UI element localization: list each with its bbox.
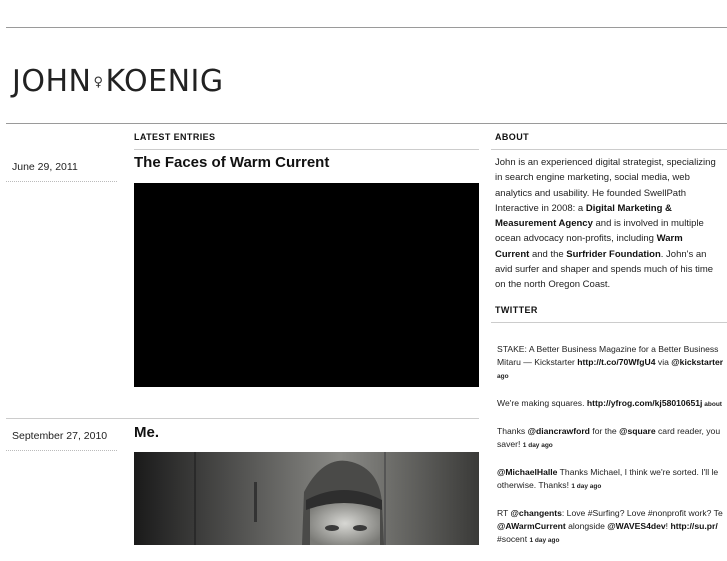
about-heading: ABOUT — [495, 132, 529, 142]
twitter-feed — [497, 343, 727, 561]
surfrider-highlight: Surfrider Foundation — [566, 248, 661, 260]
about-text: John is an experienced digital strategist, specializing in search engine marketing, social media, web analytics and usability. He founded SwellPath Interactive in 2008: a Digital Marketing & Measurement Agency and is involved in multiple ocean advocacy non-profits, including Warm Current and the Surfrider Foundation. John's an avid surfer and shaper and spends much of his time on the north Oregon Coast. — [495, 157, 716, 291]
logo-first-name: JOHN — [12, 64, 92, 99]
about-rule — [491, 149, 727, 150]
tweet-link[interactable]: http://t.co/70WfgU4 — [577, 357, 656, 367]
agency-highlight: Digital Marketing & Measurement Agency — [495, 202, 672, 230]
date-divider — [6, 181, 117, 182]
tweet-mention[interactable]: @diancrawford — [527, 426, 590, 436]
latest-entries-heading: LATEST ENTRIES — [134, 132, 216, 142]
logo-last-name: KOENIG — [105, 64, 224, 99]
warm-current-highlight: Warm Current — [495, 233, 683, 260]
tweet-mention[interactable]: @AWarmCurrent — [497, 521, 566, 531]
portrait-image — [134, 452, 479, 545]
tweet-time[interactable]: 1 day ago — [571, 483, 602, 490]
tweet-time[interactable]: 1 day ago — [529, 537, 560, 544]
tweet-mention[interactable]: @WAVES4dev — [607, 521, 666, 531]
twitter-rule — [491, 322, 727, 323]
tweet-time[interactable]: about — [702, 401, 722, 408]
tweet-link[interactable]: http://yfrog.com/kj58010651j — [586, 398, 703, 408]
post-separator — [6, 418, 479, 419]
tweet: Thanks @diancrawford for the @square card reader, you saver! 1 day ago — [497, 426, 721, 449]
date-divider — [6, 450, 117, 451]
post-title-link[interactable]: Me. — [134, 424, 160, 441]
video-player[interactable] — [134, 183, 479, 387]
logo-separator-icon: ♀ — [93, 74, 104, 90]
tweet-time[interactable]: ago — [497, 373, 509, 380]
post-title-link[interactable]: The Faces of Warm Current — [134, 154, 330, 171]
post-date: June 29, 2011 — [12, 161, 78, 173]
post-photo[interactable] — [134, 452, 479, 545]
tweet: RT @changents: Love #Surfing? Love #nonprofit work? Te @AWarmCurrent alongside @WAVES4dev! http://su.pr/ #socent 1 day ago — [497, 508, 723, 544]
twitter-heading: TWITTER — [495, 305, 538, 315]
site-logo[interactable] — [12, 64, 224, 101]
header-bottom-rule — [6, 123, 727, 124]
tweet: STAKE: A Better Business Magazine for a Better Business Mitaru — Kickstarter http://t.co/70WfgU4 via @kickstarter ago — [497, 344, 724, 380]
tweet: @MichaelHalle Thanks Michael, I think we're sorted. I'll le otherwise. Thanks! 1 day ago — [497, 467, 719, 490]
tweet-link[interactable]: http://su.pr/ — [670, 521, 718, 531]
latest-entries-rule — [134, 149, 479, 150]
tweet-time[interactable]: 1 day ago — [522, 442, 553, 449]
tweet-mention[interactable]: @MichaelHalle — [497, 467, 558, 477]
post-date: September 27, 2010 — [12, 430, 108, 442]
tweet-mention[interactable]: @kickstarter — [671, 357, 724, 367]
tweet-mention[interactable]: @changents — [510, 508, 562, 518]
tweet: We're making squares. http://yfrog.com/kj58010651j about — [497, 398, 722, 408]
tweet-mention[interactable]: @square — [619, 426, 656, 436]
top-rule — [6, 27, 727, 28]
